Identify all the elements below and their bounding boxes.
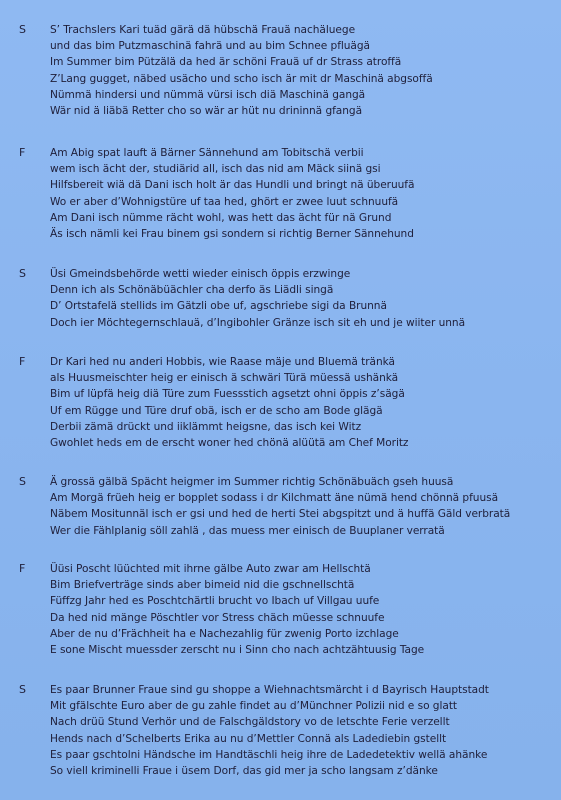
verse-line: E sone Mischt muessder zerscht nu i Sinn cho nach achtzähtuusig Tage [50,644,425,657]
verse-line: Üsi Gmeindsbehörde wetti wieder einisch öppis erzwinge [50,268,351,280]
verse-line: Uf em Rügge und Türe druf obä, isch er de scho am Bode glägä [50,404,383,417]
verse-lines [50,354,555,451]
speaker-label: S [19,23,26,36]
verse-line: Wär nid ä liäbä Retter cho so wär ar hüt nu drininnä gfangä [50,105,363,118]
verse-line: Bim Briefverträge sinds aber bimeid nid die gschnellschtä [50,579,355,592]
verse-line: Wo er aber d’Wohnigstüre uf taa hed, ghört er zwee luut schnuufä [50,195,399,208]
verse-line: Am Morgä früeh heig er bopplet sodass i dr Kilchmatt äne nümä hend chönnä pfuusä [50,492,499,505]
verse-line: Z’Lang gugget, näbed usächo und scho isch är mit dr Maschinä abgsoffä [50,72,433,85]
verse-lines [50,561,555,658]
verse-line: als Huusmeischter heig er einisch ä schwäri Türä müessä ushänkä [50,372,399,385]
verse-line: Nümmä hindersi und nümmä vürsi isch diä Maschinä gangä [50,88,366,101]
verse-line: Mit gfälschte Euro aber de gu zahle findet au d’Münchner Polizii nid e so glatt [50,700,458,713]
verse-line: Doch ier Möchtegernschlauä, d’Ingibohler Gränze isch sit eh und je wiiter unnä [50,316,466,329]
verse-line: Am Abig spat lauft ä Bärner Sännehund am Tobitschä verbii [50,147,364,159]
verse-line: So viell kriminelli Fraue i üsem Dorf, das gid mer ja scho langsam z’dänke [50,765,438,778]
speaker-label: F [19,146,26,159]
verse-line: Üüsi Poscht lüüchted mit ihrne gälbe Auto zwar am Hellschtä [50,563,371,575]
verse-line: Hilfsbereit wiä dä Dani isch holt är das Hundli und bringt nä überuufä [50,179,415,192]
verse-line: Es paar gschtolni Händsche im Handtäschli heig ihre de Ladedetektiv wellä ahänke [50,748,488,761]
verse-line: Bim uf lüpfä heig diä Türe zum Fuessstich agsetzt ohni öppis z’sägä [50,388,405,401]
verse-lines [50,145,555,242]
verse-line: wem isch ächt der, studiärid all, isch das nid am Mäck siinä gsi [50,163,381,176]
verse-lines [50,266,555,331]
verse-line: Dr Kari hed nu anderi Hobbis, wie Raase mäje und Bluemä tränkä [50,356,395,368]
verse-line: D’ Ortstafelä stellids im Gätzli obe uf, agschriebe sigi da Brunnä [50,300,387,313]
speaker-label: F [19,562,26,575]
verse-line: Da hed nid mänge Pöschtler vor Stress chäch müesse schnuufe [50,611,385,624]
verse-line: Denn ich als Schönäbüächler cha derfo äs Liädli singä [50,284,334,297]
verse-line: Aber de nu d’Frächheit ha e Nachezahlig für zwenig Porto izchlage [50,627,399,640]
verse-line: Äs isch nämli kei Frau binem gsi sondern si richtig Berner Sännehund [50,228,414,241]
verse-line: Wer die Fählplanig söll zahlä , das muess mer einisch de Buuplaner verratä [50,524,445,537]
verse-line: S’ Trachslers Kari tuäd gärä dä hübschä Frauä nachäluege [50,24,356,36]
speaker-label: S [19,683,26,696]
verse-line: Nach drüü Stund Verhör und de Falschgäldstory vo de letschte Ferie verzellt [50,716,450,729]
speaker-label: S [19,267,26,280]
verse-line: Am Dani isch nümme rächt wohl, was hett das ächt für nä Grund [50,211,392,224]
verse-line: Es paar Brunner Fraue sind gu shoppe a Wiehnachtsmärcht i d Bayrisch Hauptstadt [50,684,489,696]
verse-line: und das bim Putzmaschinä fahrä und au bim Schnee pfluägä [50,40,370,53]
verse-lines [50,682,555,779]
verse-line: Hends nach d’Schelberts Erika au nu d’Mettler Connä als Ladediebin gstellt [50,732,447,745]
verse-line: Ä grossä gälbä Spächt heigmer im Summer richtig Schönäbuäch gseh huusä [50,476,454,488]
verse-line: Näbem Mositunnäl isch er gsi und hed de herti Stei abgspitzt und ä huffä Gäld verbratä [50,508,511,521]
verse-line: Füffzg Jahr hed es Poschtchärtli brucht vo Ibach uf Villgau uufe [50,595,380,608]
verse-lines [50,22,555,119]
verse-line: Im Summer bim Pützälä da hed är schöni Frauä uf dr Strass atroffä [50,56,402,69]
verse-lines [50,474,555,539]
speaker-label: S [19,475,26,488]
speaker-label: F [19,355,26,368]
verse-line: Derbii zämä drückt und iiklämmt heigsne, das isch kei Witz [50,420,362,433]
verse-line: Gwohlet heds em de erscht woner hed chönä alüütä am Chef Moritz [50,437,409,450]
